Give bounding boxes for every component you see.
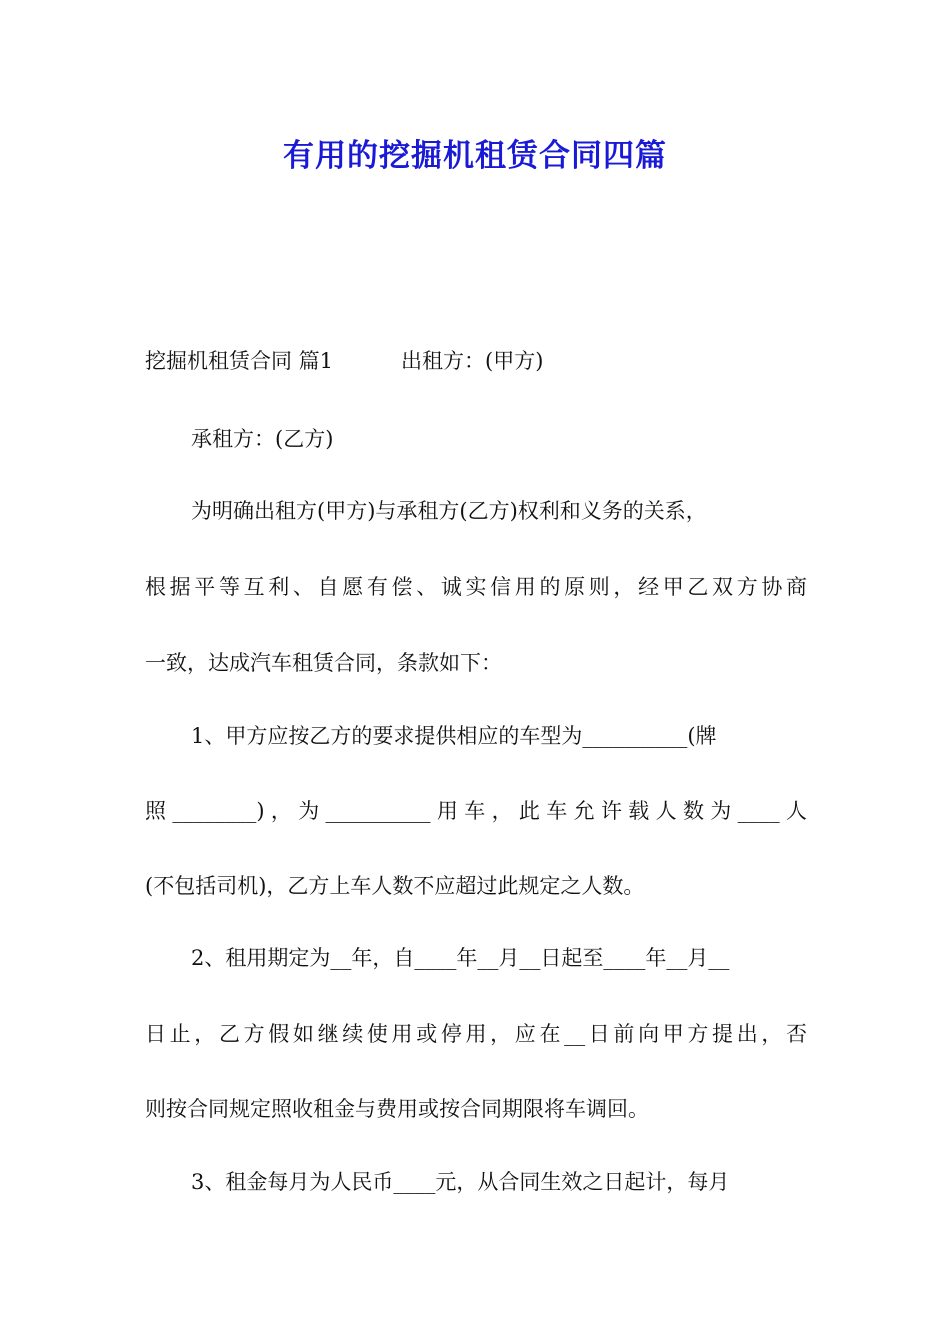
lessor-label: 出租方：(甲方): [401, 349, 544, 373]
contract-heading-line: [145, 345, 543, 375]
clause-line: 3、租金每月为人民币____元，从合同生效之日起计，每月: [191, 1170, 730, 1194]
clause-line: 则按合同规定照收租金与费用或按合同期限将车调回。: [145, 1097, 649, 1121]
clause-line: (不包括司机)，乙方上车人数不应超过此规定之人数。: [145, 874, 645, 898]
lessee-label: 承租方：(乙方): [191, 427, 334, 451]
paragraph-line: 一致，达成汽车租赁合同，条款如下：: [145, 651, 502, 675]
paragraph-line: 为明确出租方(甲方)与承租方(乙方)权利和义务的关系，: [191, 499, 707, 523]
clause-line: 照________)，为__________用车，此车允许载人数为____人: [145, 799, 807, 823]
document-title: 有用的挖掘机租赁合同四篇: [283, 138, 667, 174]
paragraph-line: 根据平等互利、自愿有偿、诚实信用的原则，经甲乙双方协商: [145, 575, 807, 599]
clause-line: 2、租用期定为__年，自____年__月__日起至____年__月__: [191, 946, 730, 970]
clause-line: 1、甲方应按乙方的要求提供相应的车型为__________(牌: [191, 724, 717, 748]
section-heading: 挖掘机租赁合同 篇1: [145, 349, 334, 373]
clause-line: 日止，乙方假如继续使用或停用，应在__日前向甲方提出，否: [145, 1022, 807, 1046]
